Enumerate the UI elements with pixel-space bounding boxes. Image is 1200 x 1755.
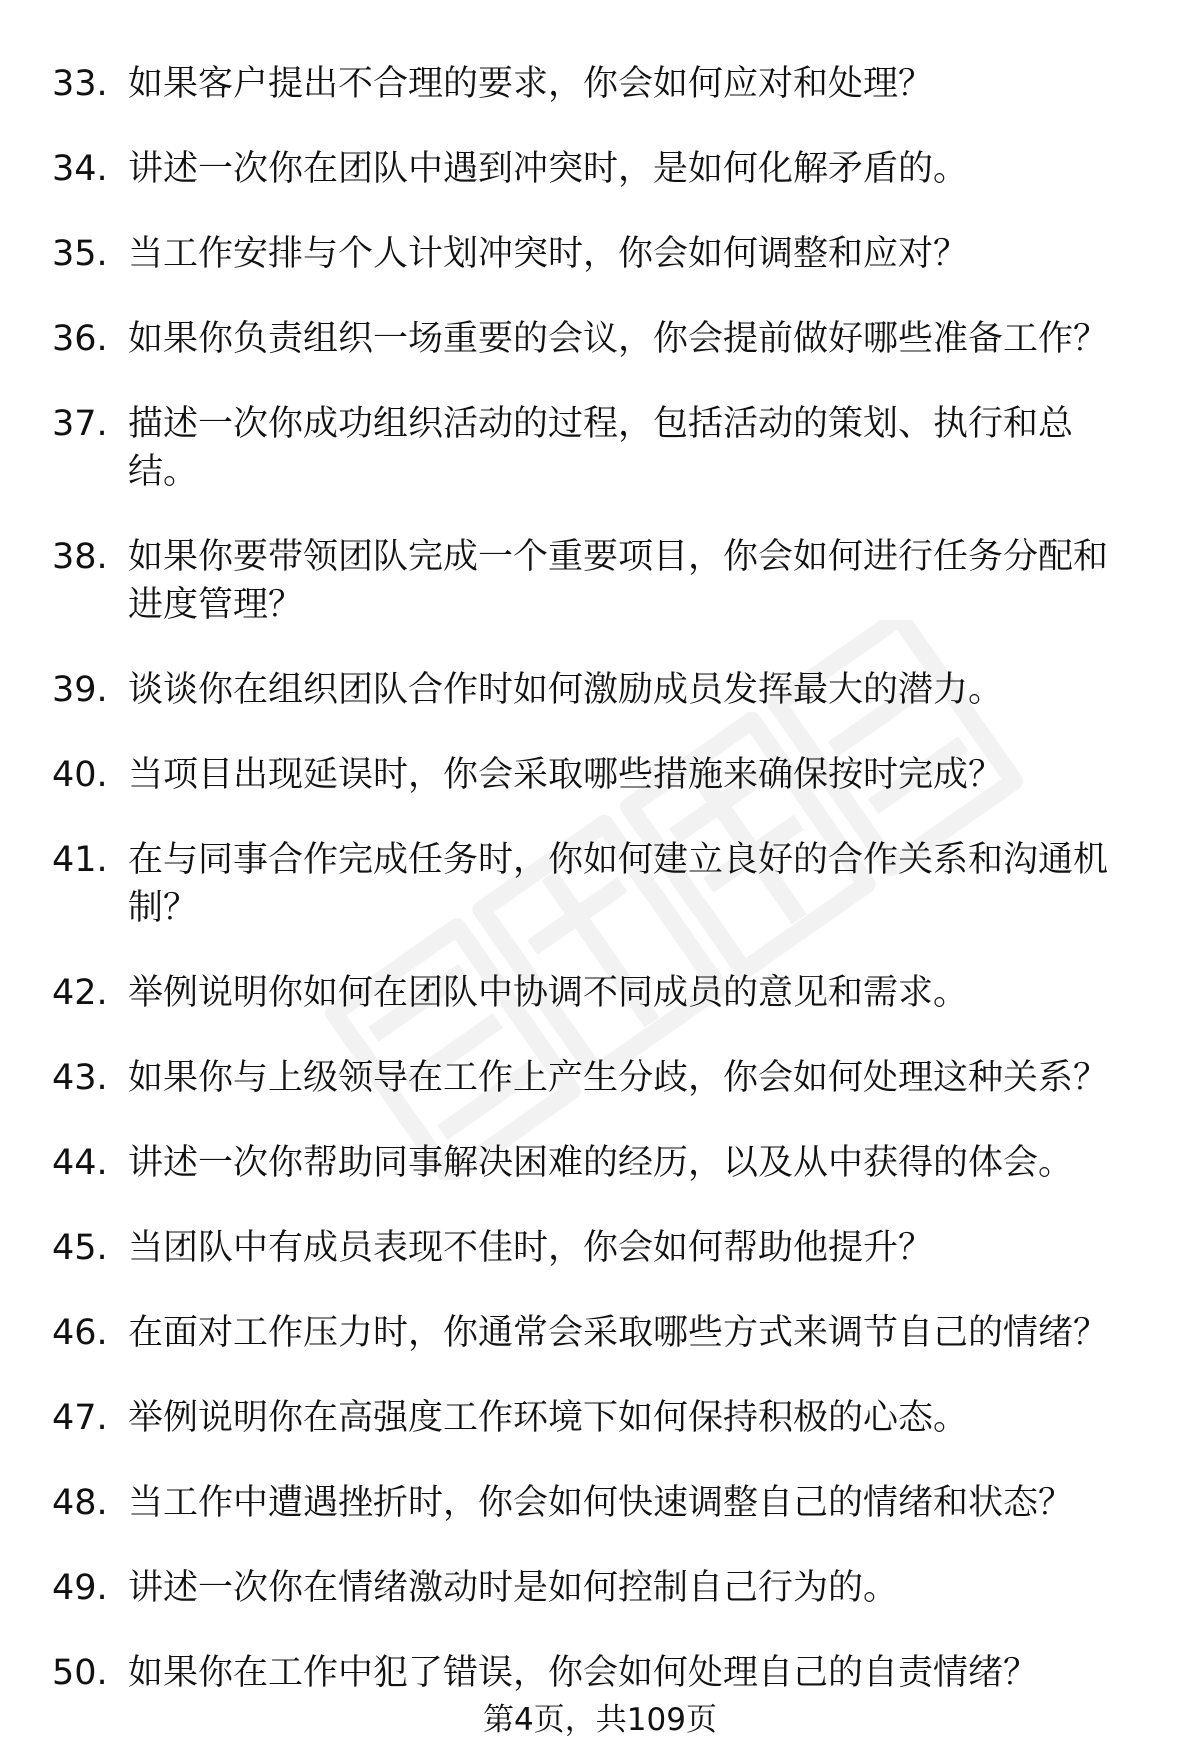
question-number: 48.	[52, 1483, 108, 1523]
question-text: 当工作安排与个人计划冲突时，你会如何调整和应对？	[128, 234, 969, 274]
list-item	[52, 1224, 1152, 1272]
question-text: 当工作中遭遇挫折时，你会如何快速调整自己的情绪和状态？	[128, 1483, 1074, 1523]
list-item	[52, 836, 1152, 932]
page-footer: 第4页，共109页	[483, 1702, 717, 1738]
question-number: 33.	[52, 64, 108, 104]
question-text: 讲述一次你在情绪激动时是如何控制自己行为的。	[128, 1568, 899, 1608]
question-number: 43.	[52, 1058, 108, 1098]
question-text: 讲述一次你在团队中遇到冲突时，是如何化解矛盾的。	[128, 149, 969, 189]
list-item	[52, 60, 1152, 108]
list-item	[52, 1309, 1152, 1357]
list-item	[52, 1649, 1152, 1697]
question-number: 42.	[52, 973, 108, 1013]
list-item	[52, 1054, 1152, 1102]
list-item	[52, 230, 1152, 278]
list-item	[52, 400, 1152, 496]
question-number: 47.	[52, 1398, 108, 1438]
question-number: 40.	[52, 755, 108, 795]
question-text: 举例说明你如何在团队中协调不同成员的意见和需求。	[128, 973, 969, 1013]
question-text: 谈谈你在组织团队合作时如何激励成员发挥最大的潜力。	[128, 670, 1004, 710]
question-number: 37.	[52, 404, 108, 444]
question-number: 49.	[52, 1568, 108, 1608]
question-number: 41.	[52, 840, 108, 880]
question-number: 46.	[52, 1313, 108, 1353]
list-item	[52, 1394, 1152, 1442]
list-item	[52, 145, 1152, 193]
question-list	[52, 60, 1152, 1734]
question-text: 描述一次你成功组织活动的过程，包括活动的策划、执行和总结。	[128, 404, 1074, 492]
question-text: 在面对工作压力时，你通常会采取哪些方式来调节自己的情绪？	[128, 1313, 1109, 1353]
question-text: 当项目出现延误时，你会采取哪些措施来确保按时完成？	[128, 755, 1004, 795]
question-number: 39.	[52, 670, 108, 710]
question-text: 如果你与上级领导在工作上产生分歧，你会如何处理这种关系？	[128, 1058, 1109, 1098]
list-item	[52, 751, 1152, 799]
question-number: 50.	[52, 1653, 108, 1693]
list-item	[52, 969, 1152, 1017]
question-text: 当团队中有成员表现不佳时，你会如何帮助他提升？	[128, 1228, 934, 1268]
question-text: 在与同事合作完成任务时，你如何建立良好的合作关系和沟通机制？	[128, 840, 1109, 928]
question-text: 如果你在工作中犯了错误，你会如何处理自己的自责情绪？	[128, 1653, 1039, 1693]
list-item	[52, 315, 1152, 363]
question-text: 如果你要带领团队完成一个重要项目，你会如何进行任务分配和进度管理？	[128, 537, 1109, 625]
list-item	[52, 1479, 1152, 1527]
question-text: 如果你负责组织一场重要的会议，你会提前做好哪些准备工作？	[128, 319, 1109, 359]
list-item	[52, 666, 1152, 714]
list-item	[52, 1564, 1152, 1612]
question-number: 44.	[52, 1143, 108, 1183]
question-text: 举例说明你在高强度工作环境下如何保持积极的心态。	[128, 1398, 969, 1438]
question-number: 38.	[52, 537, 108, 577]
question-text: 如果客户提出不合理的要求，你会如何应对和处理？	[128, 64, 934, 104]
question-number: 34.	[52, 149, 108, 189]
question-number: 35.	[52, 234, 108, 274]
question-number: 45.	[52, 1228, 108, 1268]
list-item	[52, 1139, 1152, 1187]
list-item	[52, 533, 1152, 629]
question-text: 讲述一次你帮助同事解决困难的经历，以及从中获得的体会。	[128, 1143, 1074, 1183]
question-number: 36.	[52, 319, 108, 359]
